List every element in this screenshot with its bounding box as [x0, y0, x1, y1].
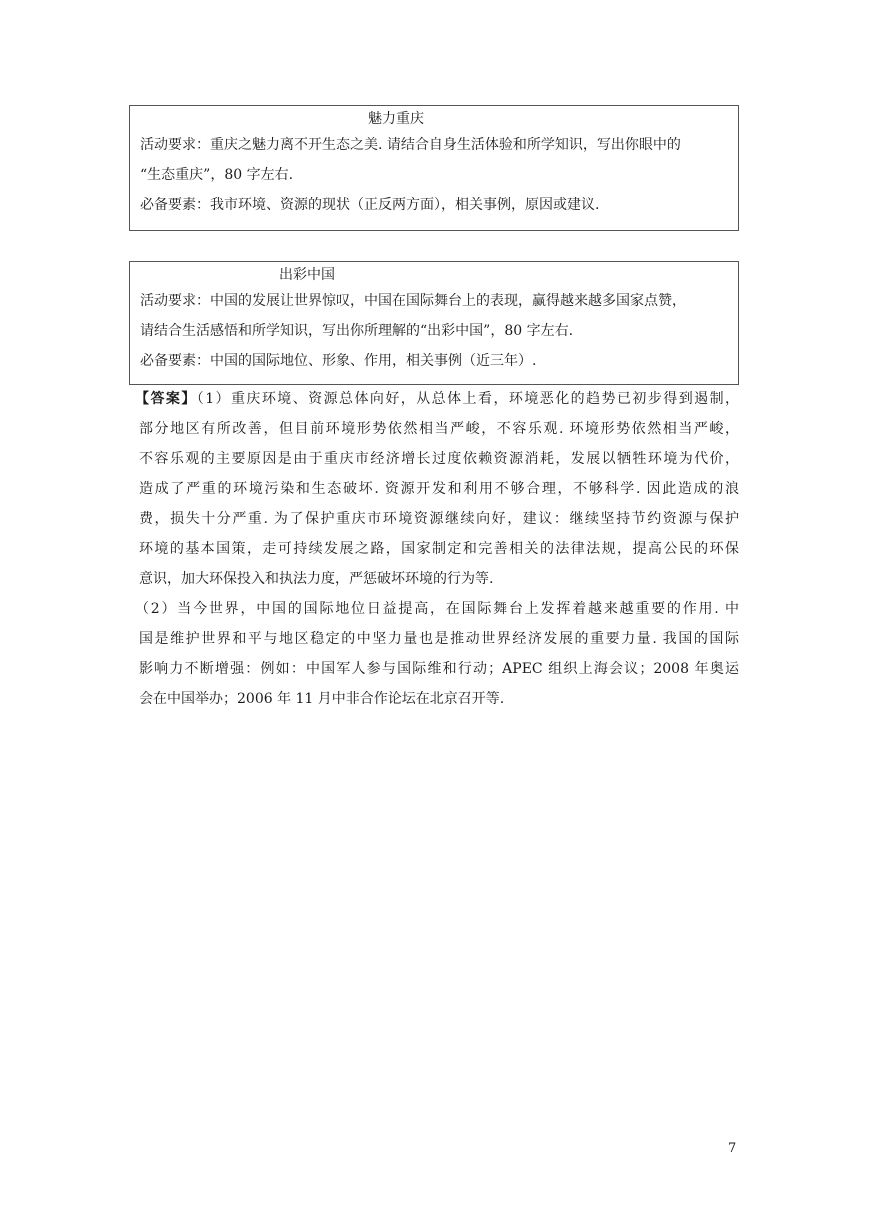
- answer-line: 环境的基本国策，走可持续发展之路，国家制定和完善相关的法律法规，提高公民的环保: [139, 541, 739, 557]
- activity-requirement-cont: 请结合生活感悟和所学知识，写出你所理解的“出彩中国”，80 字左右.: [140, 323, 574, 339]
- answer-line: [135, 384, 739, 414]
- answer-line: 部分地区有所改善，但目前环境形势依然相当严峻，不容乐观. 环境形势依然相当严峻，: [139, 421, 739, 437]
- activity-requirement: 活动要求：中国的发展让世界惊叹，中国在国际舞台上的表现，赢得越来越多国家点赞，: [140, 293, 686, 309]
- page-number: 7: [728, 1141, 737, 1156]
- answer-line: 意识，加大环保投入和执法力度，严惩破坏环境的行为等.: [139, 571, 494, 587]
- required-elements: 必备要素：中国的国际地位、形象、作用，相关事例（近三年）.: [140, 353, 537, 369]
- answer-line: 影响力不断增强：例如：中国军人参与国际维和行动；APEC 组织上海会议；2008 年奥运: [139, 661, 739, 677]
- answer-line: 不容乐观的主要原因是由于重庆市经济增长过度依赖资源消耗，发展以牺牲环境为代价，: [139, 451, 739, 467]
- answer-label: 【答案】: [135, 391, 197, 407]
- answer-line: 造成了严重的环境污染和生态破坏. 资源开发和利用不够合理，不够科学. 因此造成的浪: [139, 481, 739, 497]
- box-title: 出彩中国: [279, 267, 335, 283]
- answer-line: 会在中国举办；2006 年 11 月中非合作论坛在北京召开等.: [139, 691, 505, 707]
- answer-line: （2）当今世界，中国的国际地位日益提高，在国际舞台上发挥着越来越重要的作用. 中: [135, 601, 739, 617]
- activity-requirement: 活动要求：重庆之魅力离不开生态之美. 请结合自身生活体验和所学知识，写出你眼中的: [140, 137, 681, 153]
- activity-box-charm-chongqing: [129, 105, 739, 231]
- activity-requirement-cont: “生态重庆”，80 字左右.: [140, 167, 294, 183]
- answer-section: [135, 384, 740, 714]
- answer-line: 费，损失十分严重. 为了保护重庆市环境资源继续向好，建议：继续坚持节约资源与保护: [139, 511, 739, 527]
- answer-text: （1）重庆环境、资源总体向好，从总体上看，环境恶化的趋势已初步得到遏制，: [196, 391, 740, 407]
- box-title: 魅力重庆: [368, 111, 424, 127]
- answer-line: 国是维护世界和平与地区稳定的中坚力量也是推动世界经济发展的重要力量. 我国的国际: [139, 631, 739, 647]
- required-elements: 必备要素：我市环境、资源的现状（正反两方面），相关事例，原因或建议.: [140, 197, 600, 213]
- activity-box-outstanding-china: [129, 261, 739, 385]
